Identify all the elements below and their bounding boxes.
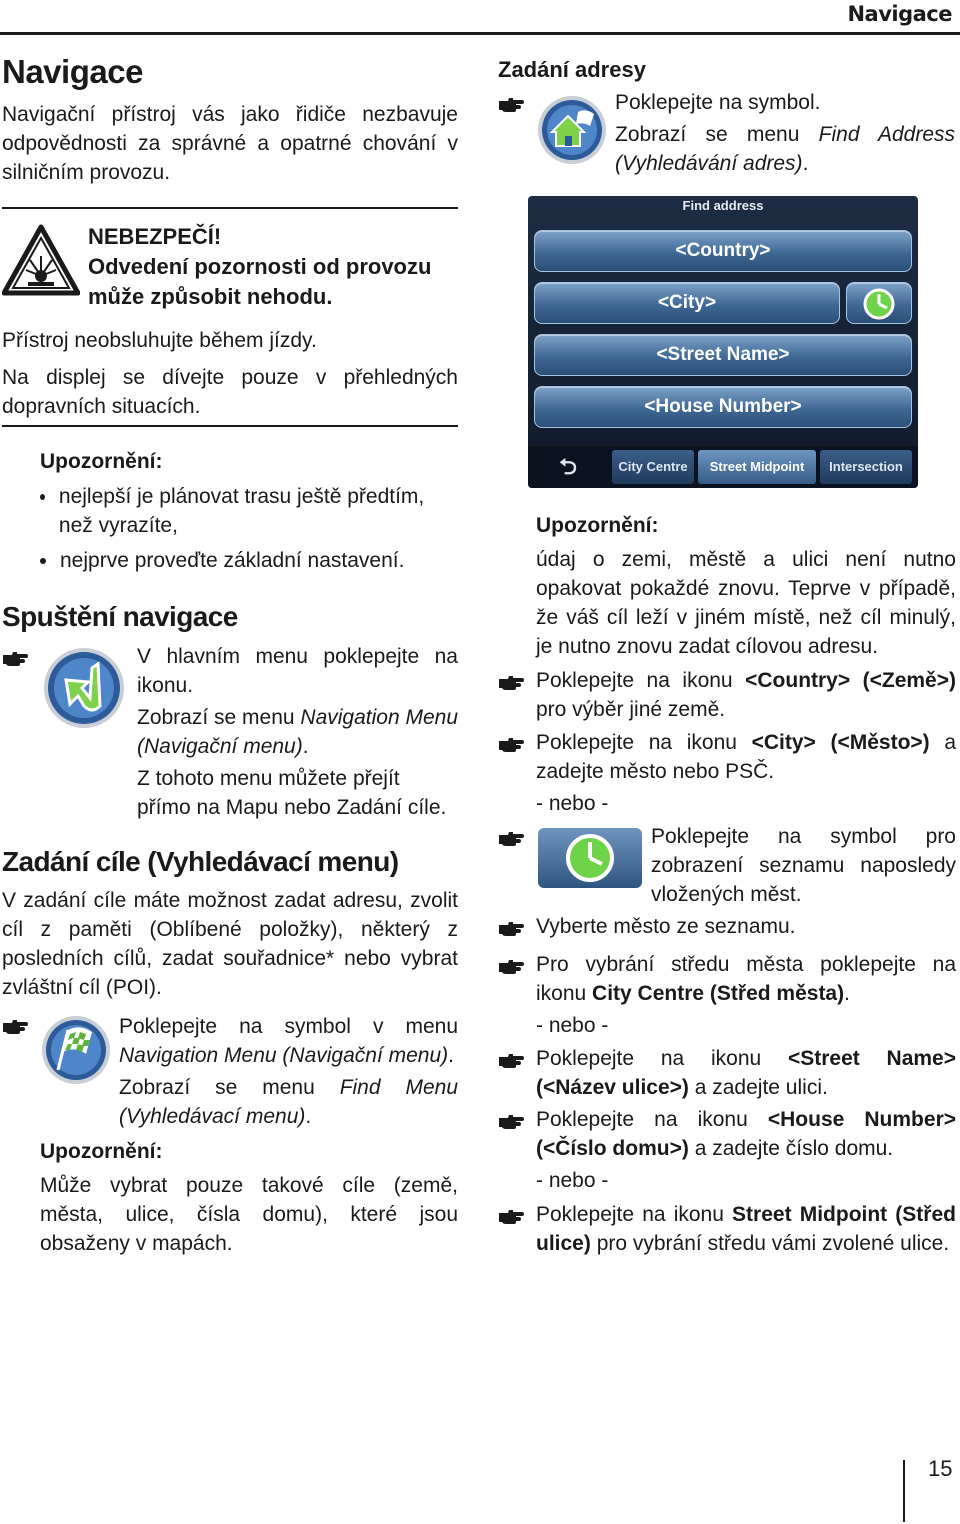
list-item-text: nejlepší je plánovat trasu ještě předtím, než vyrazíte, bbox=[58, 485, 425, 537]
danger-title: NEBEZPEČÍ! bbox=[88, 224, 222, 249]
start-text-2: Zobrazí se menu Navigation Menu (Navigační menu). bbox=[137, 706, 458, 758]
step-choose: Vyberte město ze seznamu. bbox=[536, 915, 796, 938]
or-separator: - nebo - bbox=[536, 792, 609, 815]
city-button[interactable]: <City> bbox=[534, 282, 840, 324]
step-country: Poklepejte na ikonu <Country> (<Země>) pro výběr jiné země. bbox=[536, 669, 956, 721]
recent-cities-button[interactable] bbox=[846, 282, 912, 324]
section-heading-address: Zadání adresy bbox=[498, 57, 646, 82]
hand-pointer-icon bbox=[2, 650, 28, 668]
list-item bbox=[40, 546, 458, 575]
hand-pointer-icon bbox=[498, 1208, 524, 1226]
find-address-icon[interactable] bbox=[536, 94, 608, 166]
or-separator: - nebo - bbox=[536, 1014, 609, 1037]
start-text-3: Z tohoto menu můžete přejít přímo na Mapu nebo Zadání cíle. bbox=[137, 767, 447, 819]
recent-cities-icon[interactable] bbox=[538, 828, 642, 888]
hand-pointer-icon bbox=[498, 1113, 524, 1131]
hand-pointer-icon bbox=[498, 96, 524, 114]
hand-pointer-icon bbox=[2, 1018, 28, 1036]
address-text-1: Poklepejte na symbol. bbox=[615, 91, 821, 114]
danger-bottom-rule bbox=[2, 425, 458, 427]
danger-subtitle: Odvedení pozornosti od provozu může způsobit nehodu. bbox=[88, 254, 432, 309]
step-centre: Pro vybrání středu města poklepejte na ikonu City Centre (Střed města). bbox=[536, 953, 956, 1005]
section-heading-start: Spuštění navigace bbox=[2, 601, 238, 632]
step-midpoint: Poklepejte na ikonu Street Midpoint (Střed ulice) pro vybrání středu vámi zvolené ulice. bbox=[536, 1203, 956, 1255]
section-heading-destination: Zadání cíle (Vyhledávací menu) bbox=[2, 846, 399, 877]
danger-line-1: Přístroj neobsluhujte během jízdy. bbox=[2, 329, 317, 352]
screen-title: Find address bbox=[682, 198, 764, 213]
bullet-icon bbox=[40, 558, 46, 564]
page-number: 15 bbox=[928, 1456, 953, 1481]
clock-icon bbox=[859, 286, 899, 322]
house-number-button[interactable]: <House Number> bbox=[534, 386, 912, 428]
back-icon[interactable]: ⮌ bbox=[559, 454, 577, 479]
note-title: Upozornění: bbox=[536, 514, 659, 537]
page-number-rule bbox=[903, 1460, 905, 1522]
street-midpoint-tab[interactable]: Street Midpoint bbox=[698, 450, 816, 484]
list-item-text: nejprve proveďte základní nastavení. bbox=[60, 549, 405, 572]
destination-text-2: Zobrazí se menu Find Menu (Vyhledávací menu). bbox=[119, 1076, 458, 1128]
hand-pointer-icon bbox=[498, 920, 524, 938]
destination-text-1: Poklepejte na symbol v menu Navigation Menu (Navigační menu). bbox=[119, 1015, 458, 1067]
street-name-button[interactable]: <Street Name> bbox=[534, 334, 912, 376]
city-centre-tab[interactable]: City Centre bbox=[612, 450, 694, 484]
navigation-app-icon[interactable] bbox=[42, 646, 126, 730]
find-flag-icon[interactable] bbox=[40, 1014, 112, 1086]
step-recent: Poklepejte na symbol pro zobrazení seznamu naposledy vložených měst. bbox=[651, 825, 956, 906]
destination-intro: V zadání cíle máte možnost zadat adresu, zvolit cíl z paměti (Oblíbené položky), některý z posledních cílů, zadat souřadnice* nebo vybrat zvláštní cíl (POI). bbox=[2, 889, 458, 999]
country-button[interactable]: <Country> bbox=[534, 230, 912, 272]
step-city: Poklepejte na ikonu <City> (<Město>) a zadejte město nebo PSČ. bbox=[536, 731, 956, 783]
hand-pointer-icon bbox=[498, 830, 524, 848]
step-house: Poklepejte na ikonu <House Number> (<Číslo domu>) a zadejte číslo domu. bbox=[536, 1108, 957, 1160]
bullet-icon bbox=[40, 494, 45, 500]
header-rule bbox=[0, 32, 960, 35]
hand-pointer-icon bbox=[498, 958, 524, 976]
hand-pointer-icon bbox=[498, 736, 524, 754]
or-separator: - nebo - bbox=[536, 1169, 609, 1192]
list-item bbox=[40, 482, 458, 540]
address-note-text: údaj o zemi, městě a ulici není nutno opakovat pokaždé znovu. Teprve v případě, že váš cíl leží v jiném místě, než cíl minulý, je nutno znovu zadat cílovou adresu. bbox=[536, 548, 956, 658]
start-text-1: V hlavním menu poklepejte na ikonu. bbox=[137, 645, 458, 697]
danger-top-rule bbox=[2, 207, 458, 209]
hand-pointer-icon bbox=[498, 674, 524, 692]
page-title: Navigace bbox=[2, 53, 143, 90]
intro-text: Navigační přístroj vás jako řidiče nezbavuje odpovědnosti za správné a opatrné chování v silničním provozu. bbox=[2, 103, 458, 184]
note-title: Upozornění: bbox=[40, 450, 163, 473]
address-text-2: Zobrazí se menu Find Address (Vyhledávání adres). bbox=[615, 123, 955, 175]
step-street: Poklepejte na ikonu <Street Name> (<Název ulice>) a zadejte ulici. bbox=[536, 1047, 956, 1099]
clock-icon bbox=[538, 828, 642, 888]
danger-line-2: Na displej se dívejte pouze v přehledných dopravních situacích. bbox=[2, 366, 458, 418]
intersection-tab[interactable]: Intersection bbox=[820, 450, 912, 484]
find-address-screen bbox=[528, 196, 918, 488]
running-header: Navigace bbox=[847, 2, 952, 26]
warning-explosion-icon bbox=[2, 224, 80, 296]
destination-note-text: Může vybrat pouze takové cíle (země, města, ulice, čísla domu), které jsou obsaženy v mapách. bbox=[40, 1174, 458, 1255]
note-title: Upozornění: bbox=[40, 1140, 163, 1163]
hand-pointer-icon bbox=[498, 1052, 524, 1070]
